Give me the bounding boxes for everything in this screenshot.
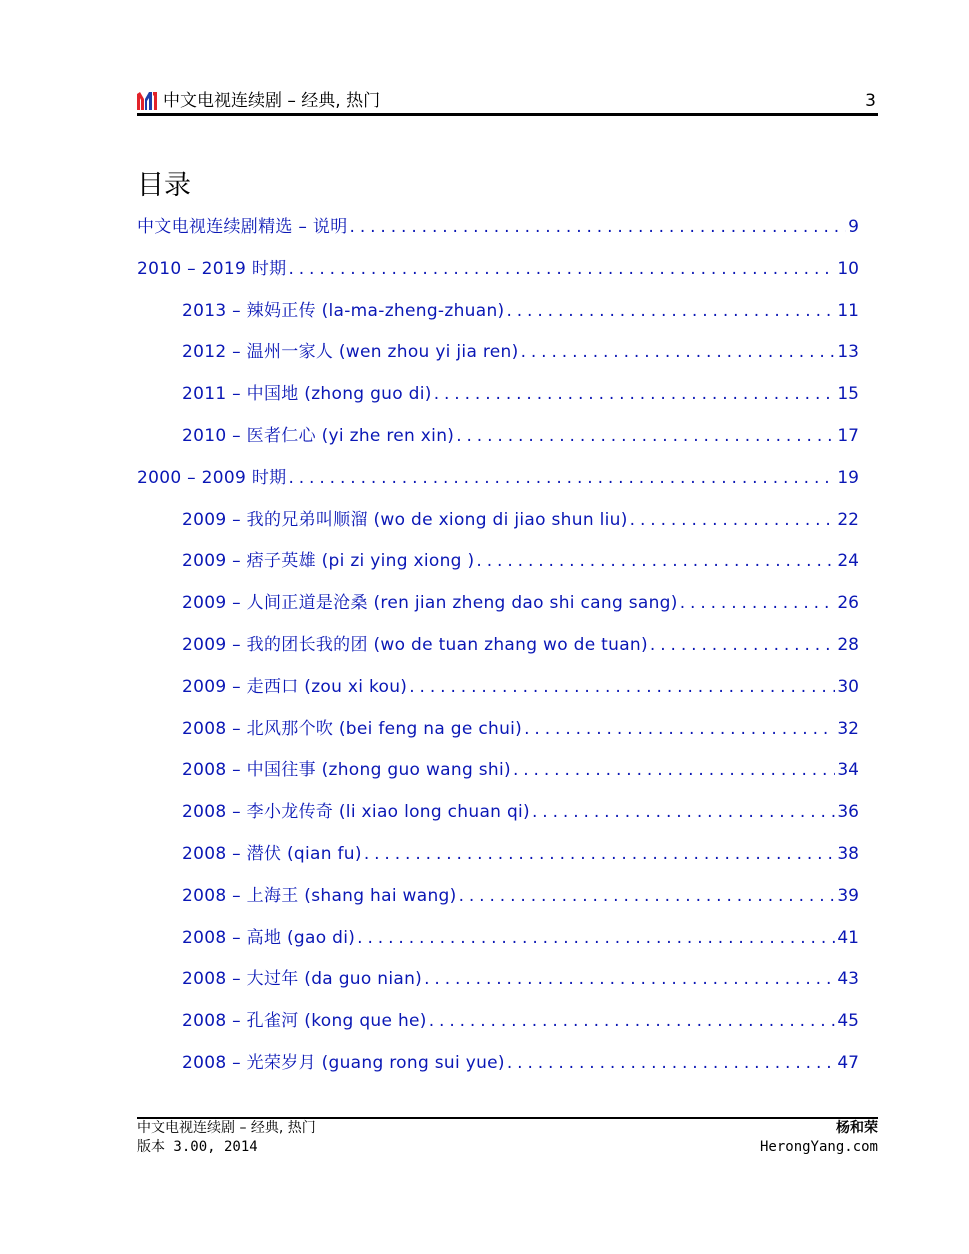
toc-entry-page: 9 [848, 217, 859, 237]
footer-title: 中文电视连续剧 – 经典, 热门 [137, 1120, 316, 1136]
toc-entry-page: 41 [837, 927, 859, 948]
toc-heading: 目录 [137, 170, 191, 201]
toc-dot-leader [630, 506, 836, 534]
toc-entry-title: 2008 – 光荣岁月 (guang rong sui yue) [182, 1053, 505, 1073]
toc-entry-title: 2009 – 走西口 (zou xi kou) [182, 676, 408, 697]
toc-dot-leader [409, 673, 835, 701]
toc-entry-page: 39 [837, 885, 859, 906]
toc-entry-title: 2009 – 痞子英雄 (pi zi ying xiong ) [182, 551, 475, 572]
toc-dot-leader [524, 715, 835, 743]
toc-dot-leader [521, 338, 836, 366]
toc-entry[interactable] [182, 840, 859, 868]
toc-entry-page: 43 [837, 969, 859, 990]
toc-entry-title: 2012 – 温州一家人 (wen zhou yi jia ren) [182, 342, 519, 363]
toc-dot-leader [364, 840, 836, 868]
footer-right [760, 1119, 878, 1157]
toc-entry-title: 2008 – 北风那个吹 (bei feng na ge chui) [182, 718, 523, 739]
toc-entry-page: 32 [837, 718, 859, 739]
toc-entry-page: 19 [837, 467, 859, 488]
toc-entry[interactable] [182, 798, 859, 826]
toc-entry-page: 13 [837, 342, 859, 363]
toc-dot-leader [288, 255, 835, 283]
toc-entry-title: 2011 – 中国地 (zhong guo di) [182, 384, 432, 405]
footer-left [137, 1119, 316, 1157]
toc-entry[interactable] [137, 255, 859, 283]
toc-entry[interactable] [182, 589, 859, 617]
toc-entry-title: 2000 – 2009 时期 [137, 467, 287, 488]
header-divider [137, 113, 878, 116]
toc-dot-leader [357, 924, 835, 952]
toc-entry-title: 2008 – 中国往事 (zhong guo wang shi) [182, 760, 511, 781]
toc-dot-leader [434, 380, 836, 408]
toc-entry[interactable] [137, 213, 859, 241]
toc-entry-title: 2009 – 我的团长我的团 (wo de tuan zhang wo de tuan) [182, 635, 648, 655]
toc-entry[interactable] [182, 965, 859, 993]
toc-entry[interactable] [182, 297, 859, 325]
toc-dot-leader [429, 1007, 836, 1035]
toc-entry-page: 36 [837, 802, 859, 823]
toc-dot-leader [513, 756, 835, 784]
toc-entry[interactable] [182, 380, 859, 408]
toc-entry-title: 2009 – 我的兄弟叫顺溜 (wo de xiong di jiao shun liu) [182, 509, 628, 530]
toc-entry[interactable] [182, 924, 859, 952]
toc-dot-leader [288, 464, 835, 492]
toc-dot-leader [456, 422, 835, 450]
toc-dot-leader [350, 213, 847, 241]
toc-entry-title: 2010 – 医者仁心 (yi zhe ren xin) [182, 426, 455, 446]
toc-entry-title: 2010 – 2019 时期 [137, 258, 287, 279]
toc-entry[interactable] [182, 756, 859, 784]
toc-entry-page: 17 [837, 426, 859, 446]
page-header [137, 88, 878, 114]
footer-version: 版本 3.00, 2014 [137, 1139, 258, 1155]
toc-entry-page: 47 [837, 1053, 859, 1073]
toc-dot-leader [507, 1049, 836, 1077]
toc-entry-page: 22 [837, 509, 859, 530]
toc-entry-page: 30 [837, 676, 859, 697]
herongyang-logo-icon [137, 92, 157, 110]
toc-entry-title: 2008 – 潜伏 (qian fu) [182, 844, 362, 864]
toc-entry-title: 中文电视连续剧精选 – 说明 [137, 217, 348, 237]
toc-dot-leader [650, 631, 835, 659]
toc-entry-page: 45 [837, 1011, 859, 1032]
footer-author: 杨和荣 [836, 1120, 878, 1136]
footer-website: HerongYang.com [759, 1139, 878, 1155]
page-number: 3 [865, 91, 876, 111]
toc-entry[interactable] [137, 464, 859, 492]
toc-entry-page: 24 [837, 551, 859, 572]
toc-entry[interactable] [182, 547, 859, 575]
toc-entry-title: 2008 – 上海王 (shang hai wang) [182, 885, 457, 906]
toc-entry-title: 2008 – 大过年 (da guo nian) [182, 969, 423, 990]
toc-dot-leader [459, 882, 836, 910]
toc-entry[interactable] [182, 1007, 859, 1035]
toc-entry-title: 2008 – 孔雀河 (kong que he) [182, 1011, 427, 1032]
toc-entry-page: 10 [837, 258, 859, 279]
toc-dot-leader [476, 547, 835, 575]
toc-dot-leader [680, 589, 836, 617]
toc-entry-title: 2008 – 高地 (gao di) [182, 927, 356, 948]
toc-entry[interactable] [182, 422, 859, 450]
toc-entry[interactable] [182, 631, 859, 659]
toc-entry-page: 26 [837, 593, 859, 614]
toc-entry[interactable] [182, 882, 859, 910]
toc-dot-leader [424, 965, 835, 993]
toc-entry-page: 28 [837, 635, 859, 655]
toc-entry[interactable] [182, 1049, 859, 1077]
toc-entry[interactable] [182, 673, 859, 701]
toc-dot-leader [506, 297, 835, 325]
toc-entry-page: 38 [837, 844, 859, 864]
header-title: 中文电视连续剧 – 经典, 热门 [163, 91, 381, 111]
toc-entry-title: 2008 – 李小龙传奇 (li xiao long chuan qi) [182, 802, 530, 823]
toc-entry[interactable] [182, 338, 859, 366]
toc-entry[interactable] [182, 715, 859, 743]
toc-entry-page: 15 [837, 384, 859, 405]
toc-entry[interactable] [182, 506, 859, 534]
toc-dot-leader [532, 798, 835, 826]
toc-entry-page: 11 [837, 300, 859, 321]
toc-entry-title: 2009 – 人间正道是沧桑 (ren jian zheng dao shi cang sang) [182, 593, 678, 614]
toc-entry-page: 34 [837, 760, 859, 781]
toc-entry-title: 2013 – 辣妈正传 (la-ma-zheng-zhuan) [182, 300, 505, 321]
